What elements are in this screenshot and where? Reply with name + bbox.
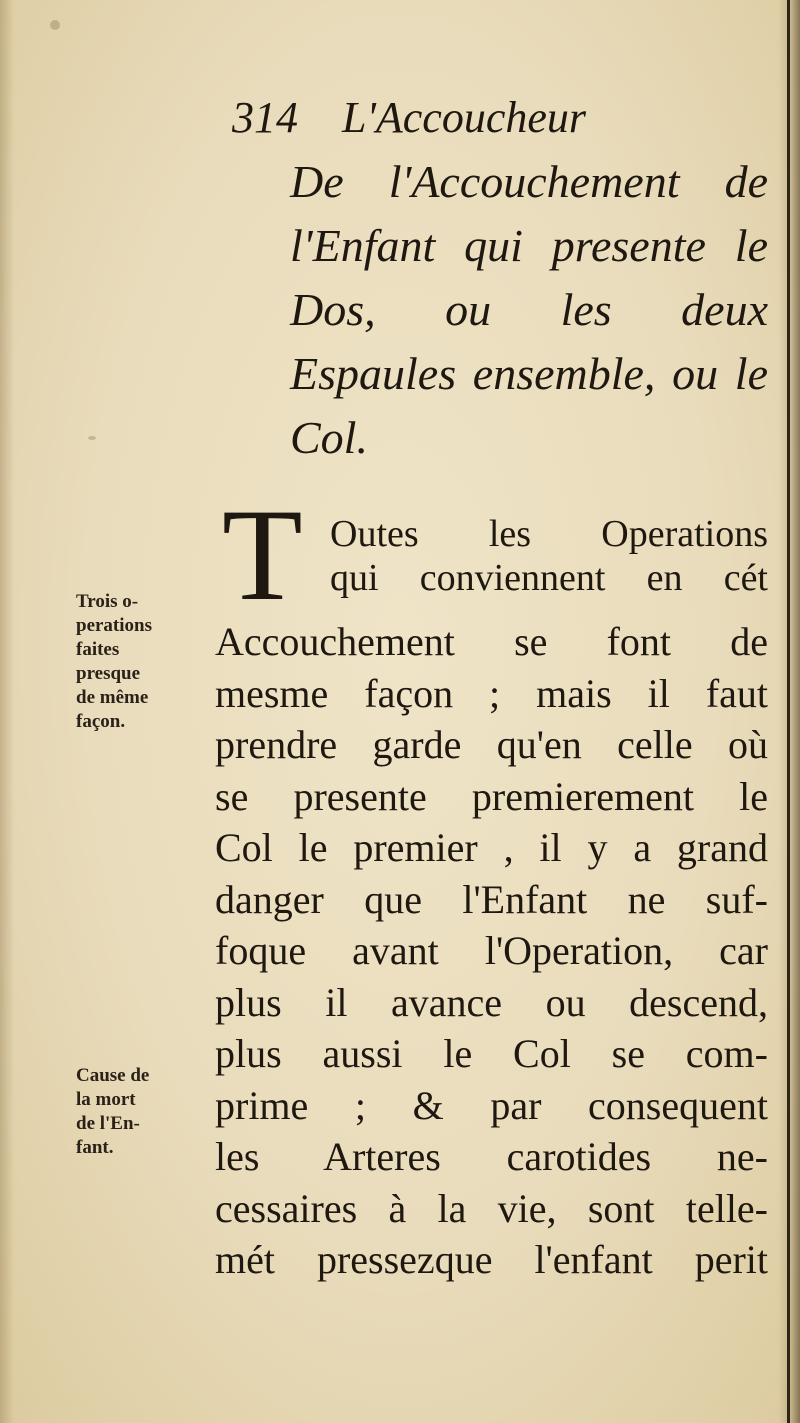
text-line: danger que l'Enfant ne suf-: [215, 876, 768, 922]
text-line: mesme façon ; mais il faut: [215, 670, 768, 716]
text-line: qui conviennent en cét: [330, 557, 768, 599]
text-line: mét pressezque l'enfant perit: [215, 1237, 768, 1282]
drop-cap: T: [222, 481, 303, 628]
paragraph-body: [215, 616, 768, 1286]
running-header: [232, 88, 672, 148]
margin-note-line: façon.: [76, 711, 126, 732]
ink-spot: [88, 436, 96, 440]
margin-note-line: perations: [76, 615, 152, 636]
margin-note-line: presque: [76, 663, 141, 684]
text-line: cessaires à la vie, sont telle-: [215, 1185, 768, 1231]
page-number: 314: [232, 93, 298, 142]
text-line: Outes les Operations: [330, 513, 768, 555]
chapter-title: De l'Accouchement de l'Enfant qui presente le Dos, ou les deux Espaules ensemble, ou le Col.: [290, 156, 768, 463]
margin-note-line: faites: [76, 639, 120, 660]
text-line: se presente premierement le: [215, 773, 768, 819]
text-line: foque avant l'Operation, car: [215, 928, 768, 973]
margin-note-line: la mort: [76, 1089, 136, 1110]
ink-spot: [50, 20, 60, 30]
text-line: Col le premier , il y a grand: [215, 825, 768, 870]
margin-note-line: Trois o-: [76, 591, 139, 612]
text-line: les Arteres carotides ne-: [215, 1134, 768, 1179]
margin-note-line: fant.: [76, 1137, 114, 1158]
margin-note: [76, 590, 214, 734]
text-line: prendre garde qu'en celle où: [215, 722, 768, 767]
margin-note: [76, 1064, 214, 1160]
margin-note-line: Cause de: [76, 1065, 150, 1086]
text-line: Accouchement se font de: [215, 619, 768, 664]
page-edge: [787, 0, 790, 1423]
margin-note-line: de l'En-: [76, 1113, 140, 1134]
text-line: plus aussi le Col se com-: [215, 1031, 768, 1076]
text-line: plus il avance ou descend,: [215, 979, 768, 1025]
margin-note-line: de même: [76, 687, 149, 708]
text-line: prime ; & par consequent: [215, 1082, 768, 1128]
page-gutter-shadow: [0, 0, 14, 1423]
running-head: L'Accoucheur: [342, 93, 586, 142]
paragraph-opening: [330, 512, 768, 600]
